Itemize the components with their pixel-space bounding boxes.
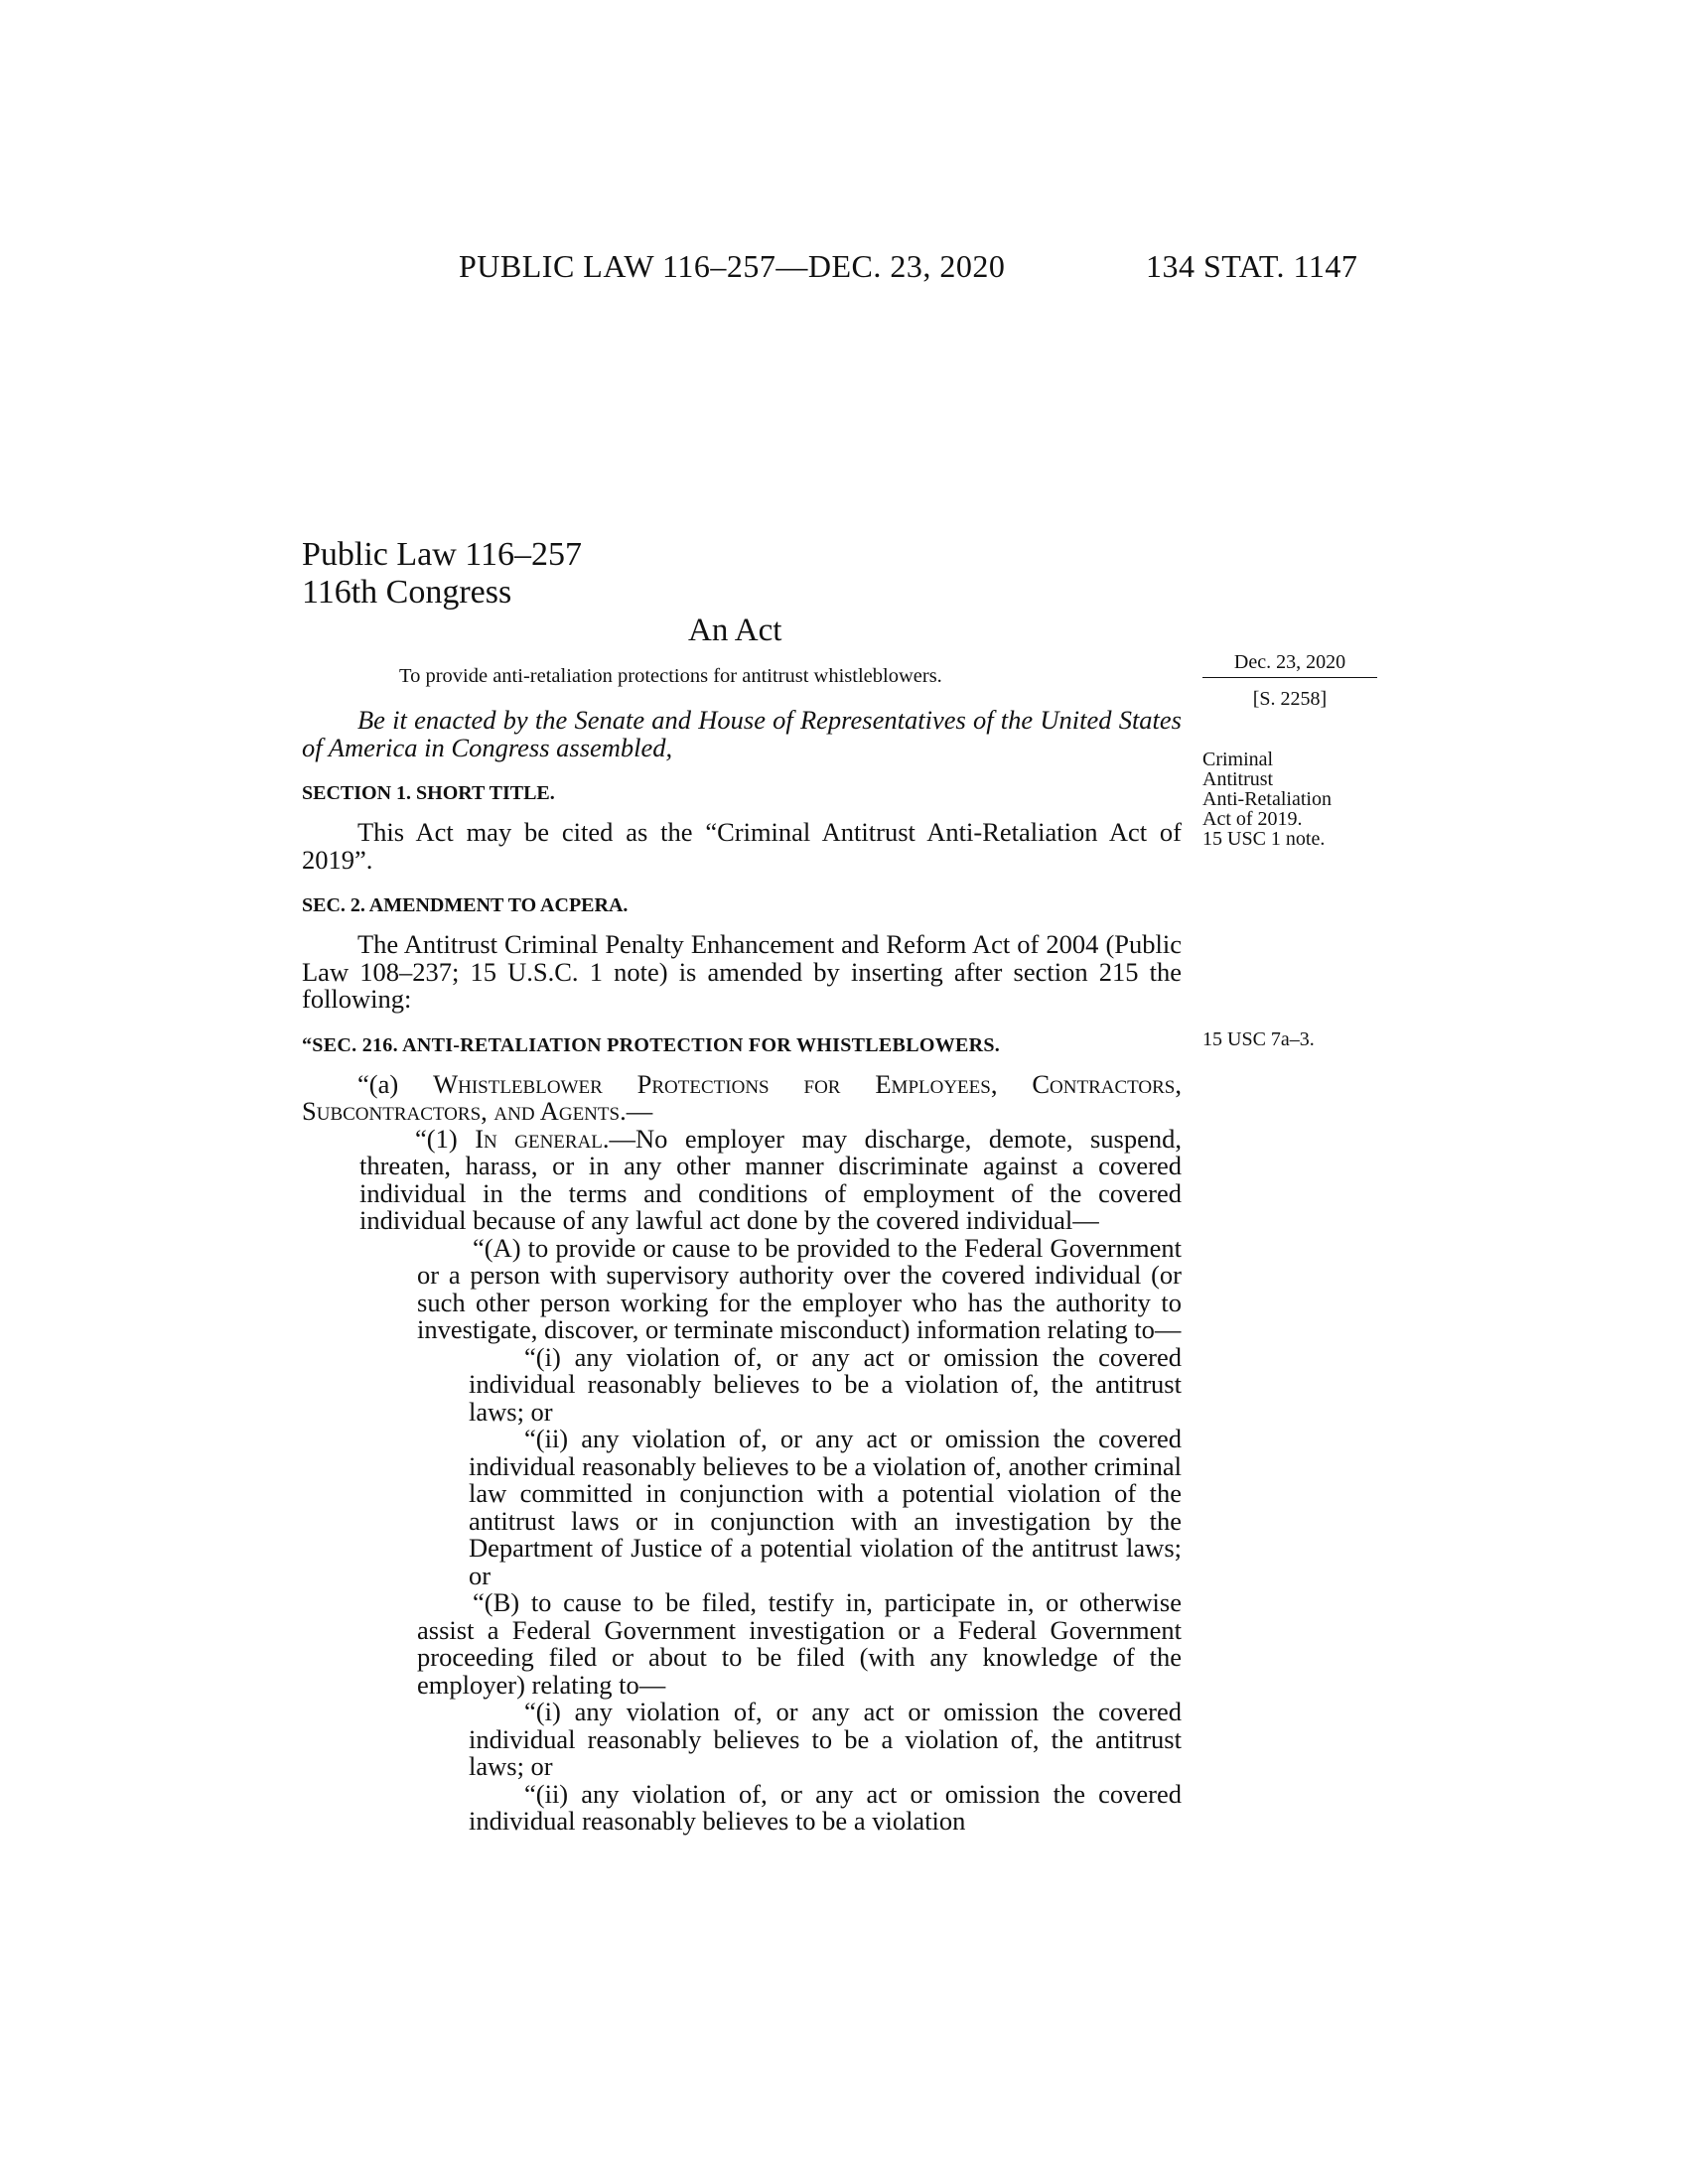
sidenote-divider [1202,677,1377,678]
paragraph-1-text: —No employer may discharge, demote, suspend, threaten, harass, or in any other manner discriminate against a covered individual in the terms and conditions of employment of the covered individual because of any lawful act done by the covered individual— [359,1123,1183,1235]
clause-B-i: “(i) any violation of, or any act or omission the covered individual reasonably believes to be a violation of, the antitrust laws; or [469,1697,1182,1781]
enactment-date-note: Dec. 23, 2020 [1233,651,1346,673]
subsection-a-lead: “(a) [357,1068,399,1099]
section-1-heading: SECTION 1. SHORT TITLE. [302,782,555,804]
sidenote-line: Act of 2019. [1202,808,1303,830]
section-2-text: The Antitrust Criminal Penalty Enhancement and Reform Act of 2004 (Public Law 108–237; 15 U.S.C. 1 note) is amended by inserting after section 215 the following: [302,929,1182,1014]
sidenote-line: 15 USC 1 note. [1202,828,1326,850]
statute-page-ref: 134 STAT. 1147 [1146,248,1358,284]
clause-B-ii: “(ii) any violation of, or any act or omission the covered individual reasonably believes to be a violation [469,1778,1182,1836]
usc-citation-note: 15 USC 7a–3. [1202,1028,1315,1050]
act-purpose: To provide anti-retaliation protections for antitrust whistleblowers. [399,665,942,687]
sidenote-line: Antitrust [1202,768,1274,790]
paragraph-1 [302,1123,1183,1235]
subsection-a [302,1068,1182,1126]
law-body [302,707,1182,1836]
sidenote-line: Criminal [1202,749,1274,770]
clause-A-i: “(i) any violation of, or any act or omission the covered individual reasonably believes to be a violation of, the antitrust laws; or [469,1341,1182,1427]
short-title-sidenote [1202,750,1332,849]
clause-A-ii: “(ii) any violation of, or any act or omission the covered individual reasonably believes to be a violation of, another criminal law committed in conjunction with a potential violation of the antitrust laws or in conjunction with an investigation by the Department of Justice of a potential violation of the antitrust laws; or [469,1424,1182,1590]
bill-number-note: [S. 2258] [1252,688,1328,710]
paragraph-1-heading: In general. [475,1123,610,1154]
sidenote-line: Anti-Retaliation [1202,788,1332,810]
section-1-text: This Act may be cited as the “Criminal Antitrust Anti-Retaliation Act of 2019”. [302,817,1182,875]
section-2-heading: SEC. 2. AMENDMENT TO ACPERA. [302,894,629,916]
running-header-title: PUBLIC LAW 116–257—DEC. 23, 2020 [459,248,1006,284]
act-heading: An Act [688,613,782,648]
public-law-number: Public Law 116–257 [302,536,583,573]
subparagraph-B: “(B) to cause to be filed, testify in, participate in, or otherwise assist a Federal Government investigation or a Federal Government proceeding filed or about to be filed (with any knowledge of the employer) relating to— [417,1587,1182,1700]
congress-number: 116th Congress [302,574,512,611]
section-216-heading: “SEC. 216. ANTI-RETALIATION PROTECTION FOR WHISTLEBLOWERS. [302,1033,1001,1056]
subparagraph-A: “(A) to provide or cause to be provided to the Federal Government or a person with supervisory authority over the covered individual (or such other person working for the employer who has the authority to investigate, discover, or terminate misconduct) information relating to— [417,1232,1182,1344]
paragraph-1-lead: “(1) [415,1123,458,1154]
subsection-a-heading: Whistleblower Protections for Employees, Contractors, Subcontractors, and Agents.— [302,1068,1182,1126]
enacting-clause: Be it enacted by the Senate and House of Representatives of the United States of America in Congress assembled, [302,705,1182,762]
